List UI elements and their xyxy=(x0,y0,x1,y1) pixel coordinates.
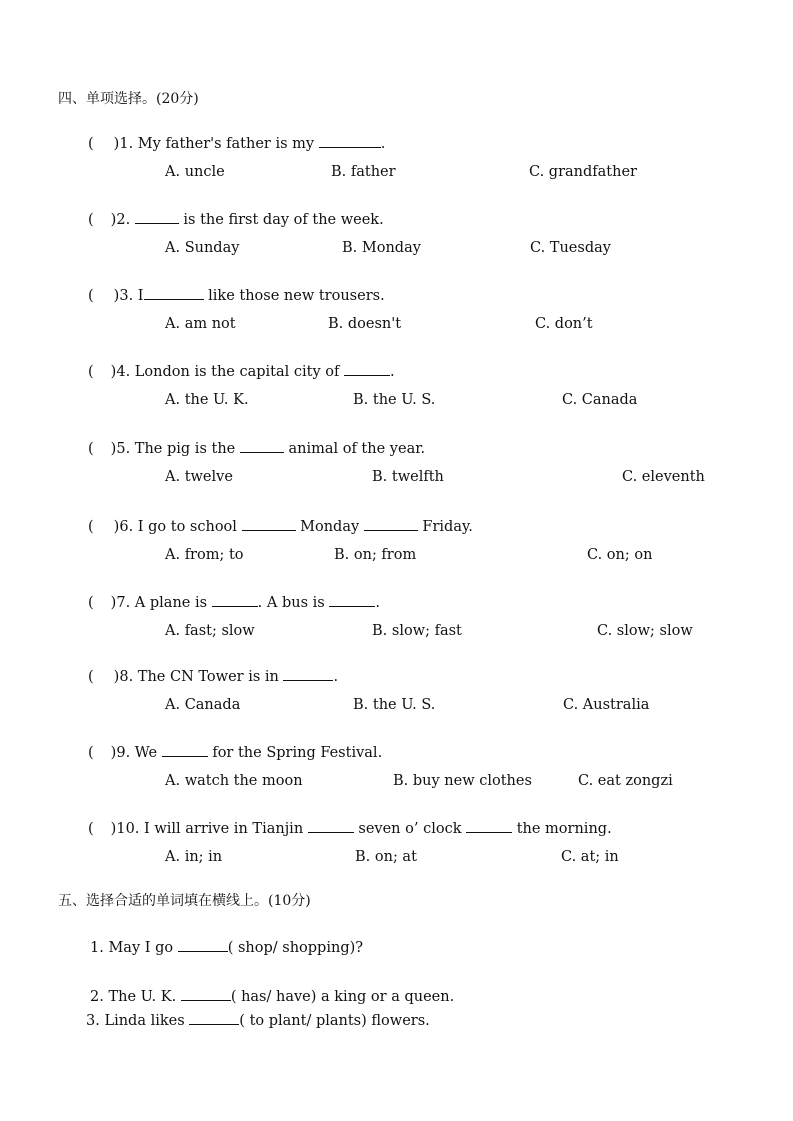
answer-paren-open: ( xyxy=(88,212,94,228)
question-stem: animal of the year. xyxy=(288,441,426,457)
blank-line[interactable] xyxy=(181,999,231,1001)
option-b[interactable]: B. doesn't xyxy=(328,316,402,332)
answer-paren-close: ) xyxy=(110,441,117,457)
answer-paren-open: ( xyxy=(88,745,94,761)
answer-paren-open: ( xyxy=(88,364,94,380)
option-b[interactable]: B. on; at xyxy=(355,849,417,865)
question-stem: . xyxy=(375,595,380,611)
option-a[interactable]: A. watch the moon xyxy=(165,773,303,789)
question-number: 1. xyxy=(119,136,134,152)
item-number: 2. xyxy=(90,989,104,1005)
question-stem: seven o’ clock xyxy=(358,821,462,837)
option-c[interactable]: C. Canada xyxy=(562,392,638,408)
blank-line xyxy=(135,222,179,224)
item-text: May I go xyxy=(108,940,174,956)
answer-paren-close: ) xyxy=(110,364,117,380)
item-number: 3. xyxy=(86,1013,100,1029)
option-a[interactable]: A. fast; slow xyxy=(165,623,255,639)
blank-line xyxy=(212,605,258,607)
answer-paren-open: ( xyxy=(88,441,94,457)
question-stem: . A bus is xyxy=(257,595,325,611)
blank-line xyxy=(466,831,512,833)
blank-line xyxy=(308,831,354,833)
option-b[interactable]: B. the U. S. xyxy=(353,392,436,408)
option-a[interactable]: A. from; to xyxy=(165,547,244,563)
item-text: ( shop/ shopping)? xyxy=(227,940,364,956)
question-stem: Monday xyxy=(300,519,360,535)
option-a[interactable]: A. am not xyxy=(165,316,236,332)
blank-line xyxy=(329,605,375,607)
answer-paren-close: ) xyxy=(110,821,117,837)
question-stem: the morning. xyxy=(516,821,612,837)
answer-paren-open: ( xyxy=(88,669,94,685)
question-stem: The pig is the xyxy=(134,441,236,457)
option-a[interactable]: A. in; in xyxy=(165,849,223,865)
answer-paren-close: ) xyxy=(110,212,117,228)
blank-line[interactable] xyxy=(178,950,228,952)
option-c[interactable]: C. at; in xyxy=(561,849,619,865)
answer-paren-close: ) xyxy=(113,136,120,152)
answer-paren-open: ( xyxy=(88,821,94,837)
item-text: The U. K. xyxy=(108,989,177,1005)
question-stem: The CN Tower is in xyxy=(137,669,279,685)
blank-line xyxy=(283,679,333,681)
fill-item-2 xyxy=(90,989,454,1005)
section-5-title: 五、选择合适的单词填在横线上。(10分) xyxy=(58,893,311,909)
option-b[interactable]: B. slow; fast xyxy=(372,623,462,639)
question-number: 10. xyxy=(116,821,140,837)
item-number: 1. xyxy=(90,940,104,956)
question-stem: like those new trousers. xyxy=(208,288,385,304)
option-a[interactable]: A. twelve xyxy=(165,469,233,485)
question-stem: Friday. xyxy=(422,519,473,535)
answer-paren-open: ( xyxy=(88,595,94,611)
option-b[interactable]: B. the U. S. xyxy=(353,697,436,713)
answer-paren-close: ) xyxy=(110,595,117,611)
question-4 xyxy=(88,364,395,380)
option-b[interactable]: B. Monday xyxy=(342,240,421,256)
question-number: 5. xyxy=(116,441,131,457)
question-stem: I will arrive in Tianjin xyxy=(144,821,304,837)
question-number: 2. xyxy=(116,212,131,228)
option-c[interactable]: C. grandfather xyxy=(529,164,637,180)
question-number: 4. xyxy=(116,364,131,380)
answer-paren-close: ) xyxy=(113,519,120,535)
question-stem: for the Spring Festival. xyxy=(212,745,383,761)
option-c[interactable]: C. Australia xyxy=(563,697,650,713)
question-9 xyxy=(88,745,382,761)
fill-item-1 xyxy=(90,940,363,956)
question-number: 3. xyxy=(119,288,134,304)
answer-paren-open: ( xyxy=(88,288,94,304)
answer-paren-close: ) xyxy=(110,745,117,761)
question-8 xyxy=(88,669,338,685)
question-number: 9. xyxy=(116,745,131,761)
question-3 xyxy=(88,288,385,304)
fill-item-3 xyxy=(86,1013,430,1029)
option-a[interactable]: A. the U. K. xyxy=(165,392,249,408)
answer-paren-open: ( xyxy=(88,136,94,152)
option-b[interactable]: B. twelfth xyxy=(372,469,444,485)
option-c[interactable]: C. don’t xyxy=(535,316,593,332)
blank-line xyxy=(319,146,381,148)
question-stem: . xyxy=(380,136,386,152)
answer-paren-open: ( xyxy=(88,519,94,535)
item-text: Linda likes xyxy=(104,1013,185,1029)
question-stem: I xyxy=(137,288,144,304)
option-a[interactable]: A. Sunday xyxy=(165,240,240,256)
question-1 xyxy=(88,136,385,152)
question-stem: . xyxy=(390,364,395,380)
blank-line xyxy=(344,374,390,376)
question-stem: is the first day of the week. xyxy=(183,212,384,228)
option-c[interactable]: C. eleventh xyxy=(622,469,705,485)
question-number: 6. xyxy=(119,519,134,535)
blank-line xyxy=(240,451,284,453)
question-number: 7. xyxy=(116,595,131,611)
answer-paren-close: ) xyxy=(113,669,120,685)
answer-paren-close: ) xyxy=(113,288,120,304)
option-c[interactable]: C. eat zongzi xyxy=(578,773,673,789)
blank-line[interactable] xyxy=(189,1023,239,1025)
question-stem: London is the capital city of xyxy=(134,364,340,380)
option-c[interactable]: C. Tuesday xyxy=(530,240,611,256)
question-number: 8. xyxy=(119,669,134,685)
question-stem: We xyxy=(134,745,158,761)
question-stem: A plane is xyxy=(134,595,208,611)
question-5 xyxy=(88,441,425,457)
question-stem: My father's father is my xyxy=(137,136,315,152)
section-4-title: 四、单项选择。(20分) xyxy=(58,91,199,107)
blank-line xyxy=(242,529,296,531)
question-stem: . xyxy=(333,669,339,685)
question-stem: I go to school xyxy=(137,519,237,535)
item-text: ( to plant/ plants) flowers. xyxy=(239,1013,430,1029)
item-text: ( has/ have) a king or a queen. xyxy=(230,989,455,1005)
blank-line xyxy=(144,298,204,300)
option-a[interactable]: A. uncle xyxy=(165,164,225,180)
question-2 xyxy=(88,212,384,228)
question-6 xyxy=(88,519,473,535)
option-b[interactable]: B. buy new clothes xyxy=(393,773,532,789)
blank-line xyxy=(364,529,418,531)
option-b[interactable]: B. father xyxy=(331,164,396,180)
question-10 xyxy=(88,821,612,837)
option-c[interactable]: C. slow; slow xyxy=(597,623,693,639)
blank-line xyxy=(162,755,208,757)
option-a[interactable]: A. Canada xyxy=(165,697,241,713)
option-b[interactable]: B. on; from xyxy=(334,547,417,563)
question-7 xyxy=(88,595,380,611)
option-c[interactable]: C. on; on xyxy=(587,547,653,563)
